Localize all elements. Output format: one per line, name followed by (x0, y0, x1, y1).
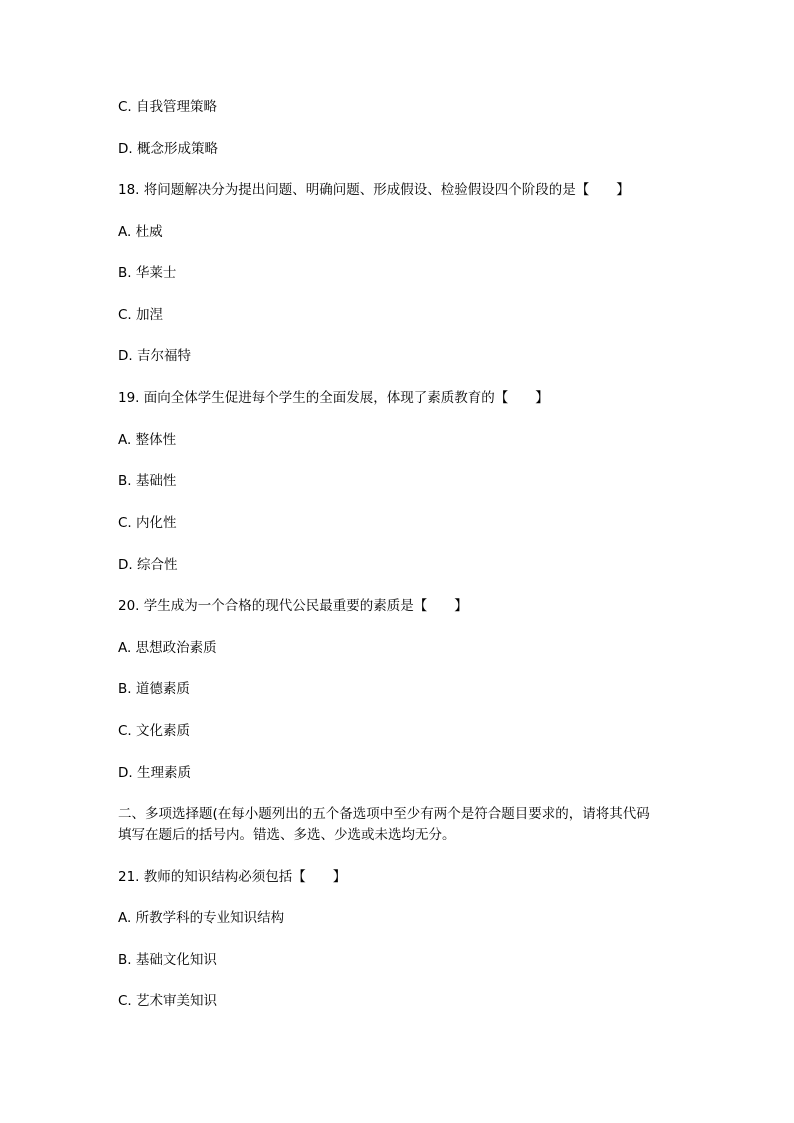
q21-option-b: B. 基础文化知识 (118, 952, 217, 968)
q20-option-c: C. 文化素质 (118, 723, 191, 739)
q18-option-c: C. 加涅 (118, 307, 164, 323)
question-21: 21. 教师的知识结构必须包括【 】 (118, 869, 347, 885)
section-heading-line-2: 填写在题后的括号内。错选、多选、少选或未选均无分。 (118, 827, 456, 843)
q18-option-b: B. 华莱士 (118, 265, 177, 281)
q20-option-a: A. 思想政治素质 (118, 640, 217, 656)
q18-option-d: D. 吉尔福特 (118, 348, 191, 364)
q20-option-d: D. 生理素质 (118, 765, 191, 781)
q17-option-c: C. 自我管理策略 (118, 99, 218, 115)
q19-option-a: A. 整体性 (118, 432, 177, 448)
question-18: 18. 将问题解决分为提出问题、明确问题、形成假设、检验假设四个阶段的是【 】 (118, 182, 630, 198)
q21-option-a: A. 所教学科的专业知识结构 (118, 910, 285, 926)
question-19: 19. 面向全体学生促进每个学生的全面发展，体现了素质教育的【 】 (118, 390, 549, 406)
section-heading-line-1: 二、多项选择题(在每小题列出的五个备选项中至少有两个是符合题目要求的，请将其代码 (118, 806, 650, 822)
q19-option-c: C. 内化性 (118, 515, 177, 531)
q20-option-b: B. 道德素质 (118, 681, 190, 697)
q21-option-c: C. 艺术审美知识 (118, 993, 218, 1009)
question-20: 20. 学生成为一个合格的现代公民最重要的素质是【 】 (118, 598, 468, 614)
q18-option-a: A. 杜威 (118, 224, 163, 240)
q19-option-b: B. 基础性 (118, 473, 177, 489)
q17-option-d: D. 概念形成策略 (118, 141, 218, 157)
q19-option-d: D. 综合性 (118, 557, 178, 573)
